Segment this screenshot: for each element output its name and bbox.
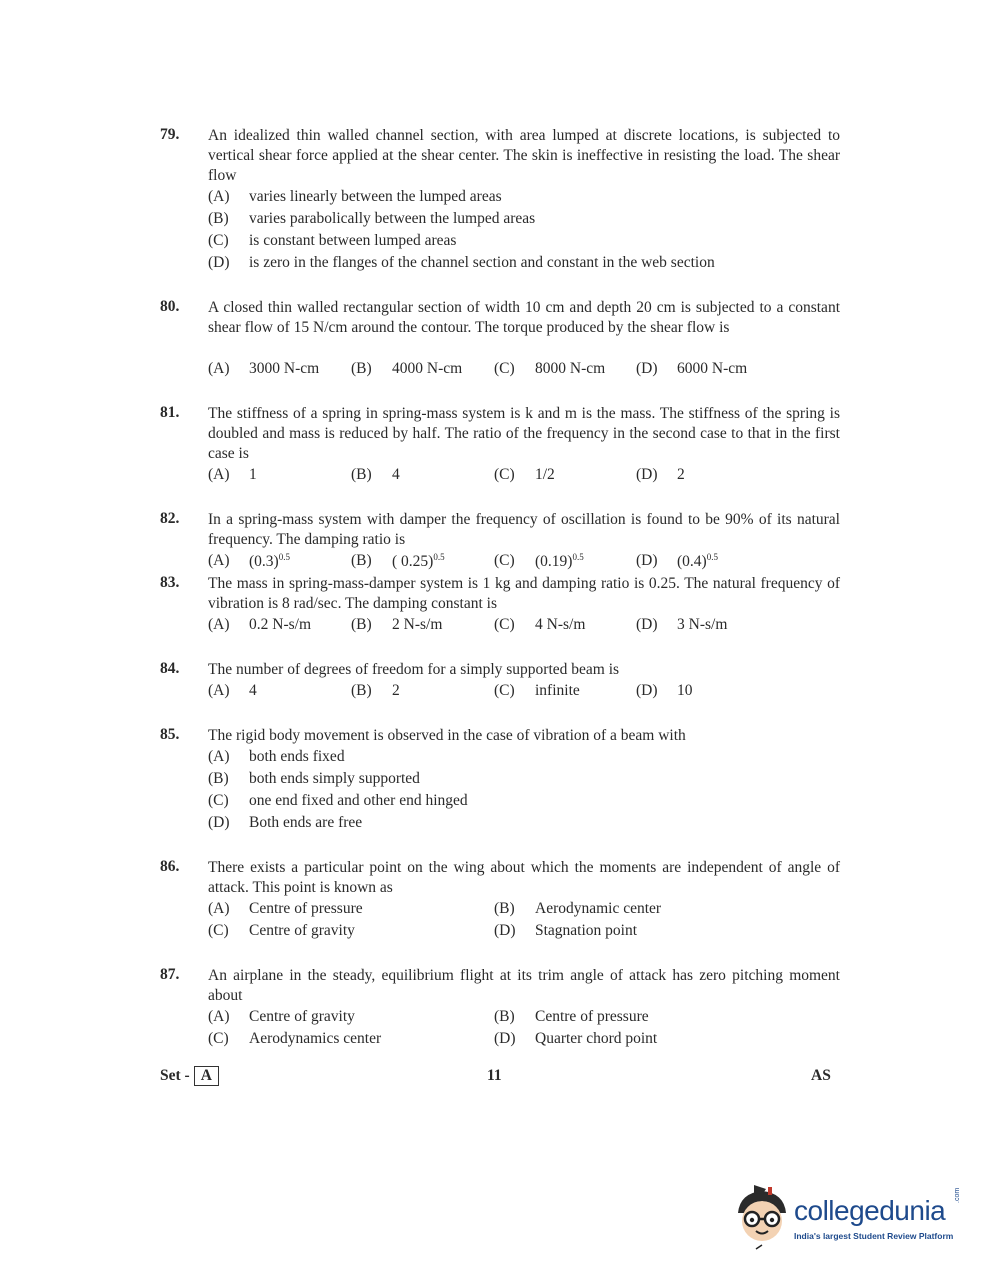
set-label: Set -: [160, 1067, 190, 1084]
page-number: 11: [487, 1067, 502, 1084]
option-row: (A) $(0.3)^{0.5}$ (B) ( 0.25)$^{0.5}$ (C) $(0.19)^{0.5}$ (D) $(0.4)^{0.5}$: [208, 552, 718, 571]
logo-suffix: .com: [954, 1187, 961, 1203]
option-row: (A) Centre of pressure (B) Aerodynamic center: [208, 900, 662, 917]
logo-tagline: India's largest Student Review Platform: [794, 1231, 954, 1241]
question-stem: An idealized thin walled channel section, with area lumped at discrete locations, is subjected to vertical shear force applied at the shear center. The skin is ineffective in resisting the load. The shear flow: [208, 127, 840, 184]
question-number: 82.: [160, 510, 180, 527]
set-indicator: [160, 1066, 219, 1086]
option-row: (A) 0.2 N-s/m (B) 2 N-s/m (C) 4 N-s/m (D) 3 N-s/m: [208, 616, 728, 633]
option-row: (A) 4 (B) 2 (C) infinite (D) 10: [208, 682, 693, 699]
option-row: (C) Aerodynamics center (D) Quarter chord point: [208, 1030, 658, 1047]
question-stem: There exists a particular point on the wing about which the moments are independent of angle of attack. This point is known as: [208, 859, 840, 896]
question-number: 83.: [160, 574, 180, 591]
question-number: 80.: [160, 298, 180, 315]
question-number: 79.: [160, 126, 180, 143]
question-number: 86.: [160, 858, 180, 875]
question-stem: A closed thin walled rectangular section of width 10 cm and depth 20 cm is subjected to a constant shear flow of 15 N/cm around the contour. The torque produced by the shear flow is: [208, 299, 840, 336]
option-row: (D) is zero in the flanges of the channel section and constant in the web section: [208, 254, 715, 271]
question-stem: The mass in spring-mass-damper system is 1 kg and damping ratio is 0.25. The natural frequency of vibration is 8 rad/sec. The damping constant is: [208, 575, 840, 612]
option-row: (C) Centre of gravity (D) Stagnation point: [208, 922, 638, 939]
question-number: 87.: [160, 966, 180, 983]
option-row: (A) both ends fixed: [208, 748, 345, 765]
option-row: (C) is constant between lumped areas: [208, 232, 457, 249]
question-stem: An airplane in the steady, equilibrium flight at its trim angle of attack has zero pitching moment about: [208, 967, 840, 1004]
option-row: (D) Both ends are free: [208, 814, 363, 831]
option-row: (A) 1 (B) 4 (C) 1/2 (D) 2: [208, 466, 685, 483]
subject-code: AS: [811, 1067, 831, 1084]
collegedunia-logo[interactable]: [732, 1183, 962, 1253]
question-number: 84.: [160, 660, 180, 677]
option-row: (B) varies parabolically between the lumped areas: [208, 210, 536, 227]
question-stem: The stiffness of a spring in spring-mass system is k and m is the mass. The stiffness of the spring is doubled and mass is reduced by half. The ratio of the frequency in the second case to that in the first case is: [208, 405, 840, 462]
option-row: (A) Centre of gravity (B) Centre of pressure: [208, 1008, 649, 1025]
question-number: 85.: [160, 726, 180, 743]
question-stem: The number of degrees of freedom for a simply supported beam is: [208, 661, 620, 678]
option-row: (A) 3000 N-cm (B) 4000 N-cm (C) 8000 N-cm (D) 6000 N-cm: [208, 360, 748, 377]
option-row: (B) both ends simply supported: [208, 770, 420, 787]
question-stem: In a spring-mass system with damper the frequency of oscillation is found to be 90% of its natural frequency. The damping ratio is: [208, 511, 840, 548]
option-row: (C) one end fixed and other end hinged: [208, 792, 468, 809]
set-box: A: [194, 1066, 219, 1086]
question-stem: The rigid body movement is observed in the case of vibration of a beam with: [208, 727, 686, 744]
logo-wordmark: collegedunia: [794, 1195, 946, 1226]
option-row: (A) varies linearly between the lumped areas: [208, 188, 502, 205]
mascot-icon: [732, 1183, 792, 1253]
page-footer: [0, 1066, 993, 1090]
question-number: 81.: [160, 404, 180, 421]
